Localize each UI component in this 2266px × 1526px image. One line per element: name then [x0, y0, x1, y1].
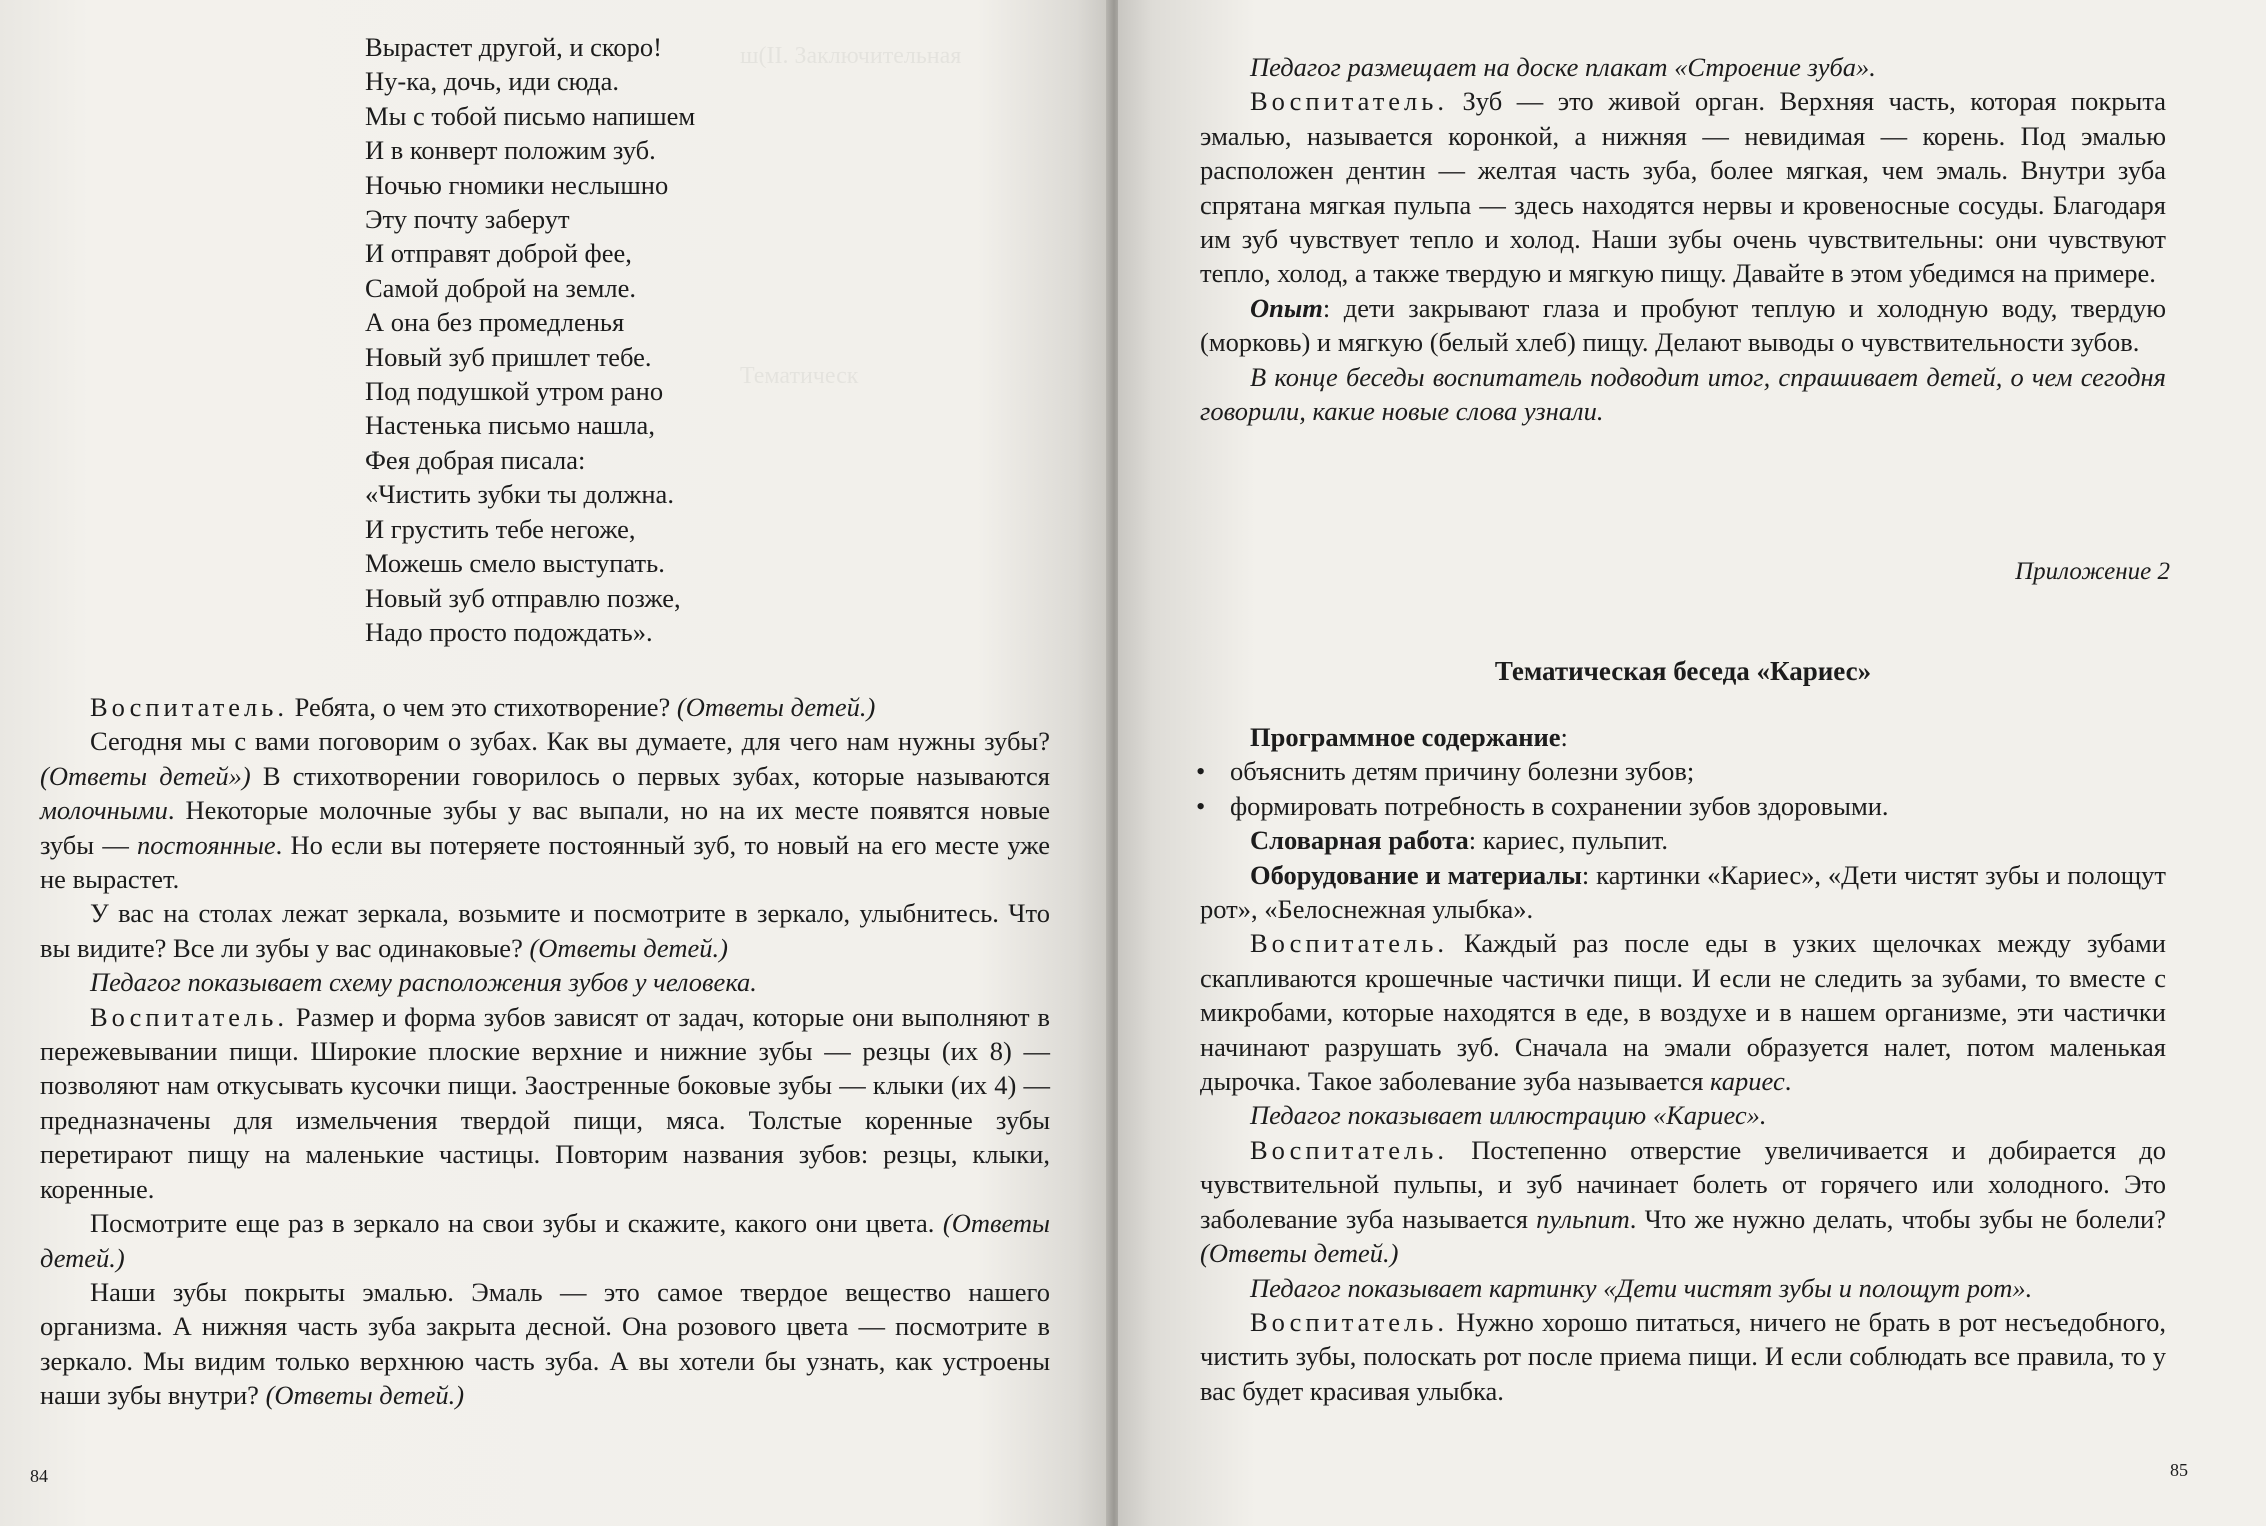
poem-line: Самой доброй на земле.	[365, 272, 636, 303]
poem-line: Эту почту заберут	[365, 204, 570, 235]
paragraph: Посмотрите еще раз в зеркало на свои зубы и скажите, какого они цвета. (Ответы детей.)	[40, 1208, 1050, 1273]
poem-line: Настенька письмо нашла,	[365, 410, 655, 441]
program-label: Программное содержание	[1250, 722, 1561, 752]
paragraph: Словарная работа: кариес, пульпит.	[1250, 825, 1669, 856]
stage-direction: В конце беседы воспитатель подводит итог, спрашивает детей, о чем сегодня говорили, какие новые слова узнали.	[1200, 361, 2166, 427]
poem-line: Фея добрая писала:	[365, 444, 586, 475]
paragraph: Воспитатель. Зуб — это живой орган. Верхняя часть, которая покрыта эмалью, называется коронкой, а нижняя — невидимая — корень. Под эмалью расположен дентин — желтая часть зуба, более мягкая, чем эмаль. Внутри зуба спрятана мягкая пульпа — здесь находятся нервы и кровеносные сосуды. Благодаря им зуб чувствует тепло и холод. Наши зубы очень чувствительны: они чувствуют тепло, холод, а также твердую и мягкую пищу. Давайте в этом убедимся на примере.	[1200, 86, 2166, 289]
paragraph: Воспитатель. Постепенно отверстие увеличивается и добирается до чувствительной пульпы, и зуб начинает болеть от горячего или холодного. Это заболевание зуба называется пульпит. Что же нужно делать, чтобы зубы не болели? (Ответы детей.)	[1200, 1134, 2166, 1269]
stage-direction: Педагог показывает иллюстрацию «Кариес».	[1250, 1100, 1767, 1131]
poem-line: Мы с тобой письмо напишем	[365, 100, 696, 131]
right-body-text-bottom	[1200, 720, 2166, 1408]
poem-line: И отправят доброй фее,	[365, 238, 632, 269]
poem-line: Под подушкой утром рано	[365, 376, 664, 407]
poem-line: Ночью гномики неслышно	[365, 169, 669, 200]
bleed-through-text: ш(II. Заключительная	[740, 43, 962, 69]
bleed-through-text: Тематическ	[740, 363, 859, 389]
stage-direction: Педагог размещает на доске плакат «Строение зуба».	[1250, 52, 1876, 82]
page-number-right: 85	[2170, 1460, 2188, 1480]
speaker-label: Воспитатель.	[1250, 86, 1448, 117]
poem	[365, 30, 695, 649]
speaker-label: Воспитатель.	[1250, 1306, 1448, 1337]
paragraph: Воспитатель. Каждый раз после еды в узких щелочках между зубами скапливаются крошечные частички пищи. И если не следить за зубами, то вместе с микробами, которые находятся в еде, в воздухе и в нашем организме, эти частички начинают разрушать зуб. Сначала на эмали образуется налет, потом маленькая дырочка. Такое заболевание зуба называется кариес.	[1200, 928, 2166, 1097]
paragraph: У вас на столах лежат зеркала, возьмите и посмотрите в зеркало, улыбнитесь. Что вы видите? Все ли зубы у вас одинаковые? (Ответы детей.)	[40, 898, 1050, 963]
left-body-text	[40, 690, 1050, 1413]
equipment-label: Оборудование и материалы	[1250, 859, 1582, 890]
bullet-list	[1200, 754, 2166, 823]
paragraph: Сегодня мы с вами поговорим о зубах. Как вы думаете, для чего нам нужны зубы? (Ответы детей») В стихотворении говорилось о первых зубах, которые называются молочными. Некоторые молочные зубы у вас выпали, но на их месте появятся новые зубы — постоянные. Но если вы потеряете постоянный зуб, то новый на его месте уже не вырастет.	[40, 726, 1050, 895]
poem-line: Вырастет другой, и скоро!	[365, 32, 662, 62]
speaker-label: Воспитатель.	[90, 1001, 288, 1032]
poem-line: Можешь смело выступать.	[365, 548, 665, 579]
paragraph: Опыт: дети закрывают глаза и пробуют теплую и холодную воду, твердую (морковь) и мягкую (белый хлеб) пищу. Делают выводы о чувствительности зубов.	[1200, 292, 2166, 358]
poem-line: Новый зуб пришлет тебе.	[365, 341, 652, 372]
vocab-label: Словарная работа	[1250, 825, 1469, 856]
paragraph: Программное содержание:	[1250, 722, 1568, 752]
poem-line: Надо просто подождать».	[365, 616, 653, 647]
list-item: • формировать потребность в сохранении зубов здоровыми.	[1200, 789, 2166, 823]
section-title: Тематическая беседа «Кариес»	[1494, 656, 1872, 686]
right-body-text-top	[1200, 50, 2166, 428]
poem-line: И грустить тебе негоже,	[365, 513, 636, 544]
speaker-label: Воспитатель.	[1250, 1134, 1448, 1165]
poem-line: Новый зуб отправлю позже,	[365, 582, 681, 613]
speaker-label: Воспитатель.	[1250, 928, 1448, 959]
page-number-left: 84	[30, 1466, 48, 1486]
paragraph: Наши зубы покрыты эмалью. Эмаль — это самое твердое вещество нашего организма. А нижняя часть зуба закрыта десной. Она розового цвета — посмотрите в зеркало. Мы видим только верхнюю часть зуба. А вы хотели бы узнать, как устроены наши зубы внутри? (Ответы детей.)	[40, 1276, 1050, 1411]
paragraph: Оборудование и материалы: картинки «Кариес», «Дети чистят зубы и полощут рот», «Белоснежная улыбка».	[1200, 859, 2166, 925]
stage-direction: Педагог показывает схему расположения зубов у человека.	[90, 967, 757, 998]
experiment-label: Опыт	[1250, 292, 1323, 323]
list-item: • объяснить детям причину болезни зубов;	[1200, 754, 2166, 788]
paragraph: Воспитатель. Нужно хорошо питаться, ничего не брать в рот несъедобного, чистить зубы, полоскать рот после приема пищи. И если соблюдать все правила, то у вас будет красивая улыбка.	[1200, 1306, 2166, 1406]
poem-line: А она без промедленья	[365, 307, 625, 338]
poem-line: «Чистить зубки ты должна.	[365, 479, 674, 510]
appendix-label: Приложение 2	[2015, 558, 2170, 585]
poem-line: И в конверт положим зуб.	[365, 135, 656, 166]
speaker-label: Воспитатель.	[90, 692, 288, 722]
paragraph: Воспитатель. Ребята, о чем это стихотворение? (Ответы детей.)	[90, 692, 876, 722]
paragraph: Воспитатель. Размер и форма зубов зависят от задач, которые они выполняют в пережевывании пищи. Широкие плоские верхние и нижние зубы — резцы (их 8) — позволяют нам откусывать кусочки пищи. Заостренные боковые зубы — клыки (их 4) — предназначены для измельчения твердой пищи, мяса. Толстые коренные зубы перетирают пищу на маленькие частицы. Повторим названия зубов: резцы, клыки, коренные.	[40, 1001, 1050, 1204]
stage-direction: Педагог показывает картинку «Дети чистят зубы и полощут рот».	[1250, 1272, 2033, 1303]
poem-line: Ну-ка, дочь, иди сюда.	[365, 66, 619, 97]
